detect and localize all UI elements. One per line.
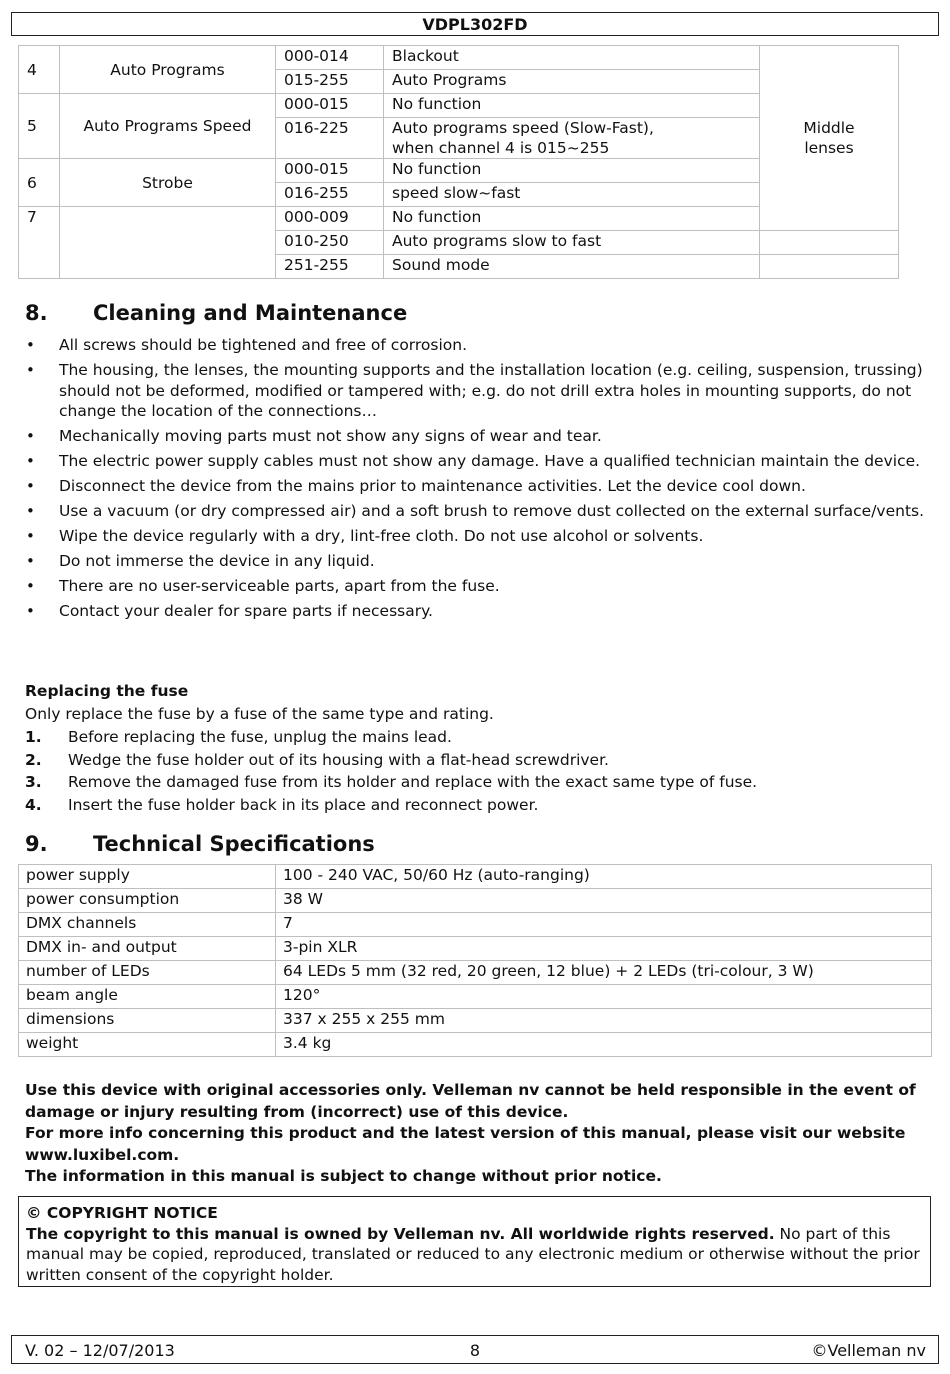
channel-name: Strobe — [60, 159, 276, 207]
fuse-intro: Only replace the fuse by a fuse of the same type and rating. — [25, 705, 494, 723]
step-item — [25, 750, 757, 770]
dmx-function: No function — [384, 94, 760, 118]
step-text: Wedge the fuse holder out of its housing with a flat-head screwdriver. — [68, 750, 609, 769]
spec-label: weight — [19, 1033, 276, 1057]
section-heading-cleaning — [25, 300, 407, 326]
step-number: 1. — [25, 728, 42, 746]
channel-number: 6 — [19, 159, 60, 207]
channel-name — [60, 207, 276, 279]
copyright-notice — [18, 1196, 931, 1287]
table-row — [19, 913, 932, 937]
empty-cell — [760, 231, 899, 255]
footer-brand: ©Velleman nv — [811, 1341, 926, 1360]
table-row — [19, 46, 899, 70]
channel-number: 5 — [19, 94, 60, 159]
dmx-range: 010-250 — [276, 231, 384, 255]
dmx-function-line1: Auto programs speed (Slow-Fast), — [392, 119, 654, 137]
fuse-subheading: Replacing the fuse — [25, 682, 189, 700]
step-item — [25, 772, 757, 792]
notice-paragraph: For more info concerning this product and the latest version of this manual, please visit our website www.luxibel.com. — [25, 1124, 906, 1164]
channel-number: 7 — [19, 207, 60, 279]
table-row — [19, 889, 932, 913]
table-row — [19, 985, 932, 1009]
notice-paragraph: The information in this manual is subject to change without prior notice. — [25, 1167, 662, 1185]
list-item: • Use a vacuum (or dry compressed air) and a soft brush to remove dust collected on the external surface/vents. — [25, 501, 930, 522]
table-row — [19, 1033, 932, 1057]
spec-value: 3-pin XLR — [276, 937, 932, 961]
spec-label: power supply — [19, 865, 276, 889]
dmx-function: Auto programs slow to fast — [384, 231, 760, 255]
dmx-range: 016-255 — [276, 183, 384, 207]
list-item: • Do not immerse the device in any liquid. — [25, 551, 930, 572]
channel-number: 4 — [19, 46, 60, 94]
copyright-text — [26, 1224, 923, 1286]
maintenance-list — [25, 335, 930, 626]
spec-label: number of LEDs — [19, 961, 276, 985]
dmx-function: No function — [384, 207, 760, 231]
dmx-range: 000-015 — [276, 159, 384, 183]
channel-name: Auto Programs Speed — [60, 94, 276, 159]
page-footer — [11, 1335, 939, 1364]
usage-notice — [25, 1080, 930, 1188]
fuse-steps — [25, 727, 757, 817]
dmx-range: 251-255 — [276, 255, 384, 279]
dmx-function: Blackout — [384, 46, 760, 70]
section-title: Technical Specifications — [93, 832, 375, 856]
step-item — [25, 795, 757, 815]
step-number: 4. — [25, 795, 42, 814]
step-text: Remove the damaged fuse from its holder and replace with the exact same type of fuse. — [68, 773, 758, 792]
section-title: Cleaning and Maintenance — [93, 301, 408, 325]
dmx-function: speed slow~fast — [384, 183, 760, 207]
dmx-range: 000-009 — [276, 207, 384, 231]
step-number: 3. — [25, 773, 42, 792]
table-row — [19, 961, 932, 985]
dmx-range: 015-255 — [276, 70, 384, 94]
footer-page-number: 8 — [469, 1341, 481, 1360]
list-item: • Disconnect the device from the mains prior to maintenance activities. Let the device cool down. — [25, 476, 930, 497]
dmx-function-line2: when channel 4 is 015~255 — [392, 139, 610, 157]
footer-version: V. 02 – 12/07/2013 — [25, 1341, 175, 1360]
step-item — [25, 727, 757, 747]
spec-value: 7 — [276, 913, 932, 937]
section-number: 8. — [25, 301, 48, 325]
table-row — [19, 1009, 932, 1033]
spec-label: DMX channels — [19, 913, 276, 937]
dmx-function: Auto Programs — [384, 70, 760, 94]
dmx-range: 016-225 — [276, 118, 384, 159]
spec-table — [18, 864, 932, 1057]
lens-group — [760, 46, 899, 231]
spec-value: 100 - 240 VAC, 50/60 Hz (auto-ranging) — [276, 865, 932, 889]
spec-value: 120° — [276, 985, 932, 1009]
notice-paragraph: Use this device with original accessories only. Velleman nv cannot be held responsible in the event of damage or injury resulting from (incorrect) use of this device. — [25, 1081, 916, 1121]
list-item: • There are no user-serviceable parts, apart from the fuse. — [25, 576, 930, 597]
dmx-range: 000-015 — [276, 94, 384, 118]
list-item: • All screws should be tightened and free of corrosion. — [25, 335, 930, 356]
lens-group-line1: Middle — [803, 119, 855, 137]
spec-label: DMX in- and output — [19, 937, 276, 961]
step-number: 2. — [25, 750, 42, 769]
list-item: • Contact your dealer for spare parts if necessary. — [25, 601, 930, 622]
step-text: Insert the fuse holder back in its place and reconnect power. — [68, 795, 539, 814]
channel-name: Auto Programs — [60, 46, 276, 94]
dmx-function: Sound mode — [384, 255, 760, 279]
spec-label: dimensions — [19, 1009, 276, 1033]
spec-label: power consumption — [19, 889, 276, 913]
spec-value: 337 x 255 x 255 mm — [276, 1009, 932, 1033]
section-heading-specs — [25, 831, 375, 857]
spec-value: 64 LEDs 5 mm (32 red, 20 green, 12 blue) + 2 LEDs (tri-colour, 3 W) — [276, 961, 932, 985]
table-row — [19, 865, 932, 889]
list-item: • The electric power supply cables must not show any damage. Have a qualified technician maintain the device. — [25, 451, 930, 472]
copyright-bold: The copyright to this manual is owned by Velleman nv. All worldwide rights reserved. — [26, 1224, 775, 1243]
dmx-range: 000-014 — [276, 46, 384, 70]
dmx-function — [384, 118, 760, 159]
lens-group-line2: lenses — [804, 139, 854, 157]
copyright-title: © COPYRIGHT NOTICE — [26, 1204, 218, 1222]
list-item: • Mechanically moving parts must not show any signs of wear and tear. — [25, 426, 930, 447]
step-text: Before replacing the fuse, unplug the mains lead. — [68, 728, 452, 746]
page-header — [11, 12, 939, 36]
copyright-rest: No part of this manual may be copied, reproduced, translated or reduced to any electronic medium or otherwise without the prior written consent of the copyright holder. — [26, 1224, 920, 1284]
spec-value: 3.4 kg — [276, 1033, 932, 1057]
list-item: • Wipe the device regularly with a dry, lint-free cloth. Do not use alcohol or solvents. — [25, 526, 930, 547]
dmx-channel-table — [18, 45, 899, 279]
dmx-function: No function — [384, 159, 760, 183]
header-title: VDPL302FD — [422, 15, 528, 34]
section-number: 9. — [25, 832, 48, 856]
table-row — [19, 937, 932, 961]
list-item: • The housing, the lenses, the mounting supports and the installation location (e.g. ceiling, suspension, trussing) should not be deformed, modified or tampered with; e.g. do not drill extra holes in mounting supports, do not change the location of the connections… — [25, 360, 930, 422]
spec-value: 38 W — [276, 889, 932, 913]
spec-label: beam angle — [19, 985, 276, 1009]
empty-cell — [760, 255, 899, 279]
